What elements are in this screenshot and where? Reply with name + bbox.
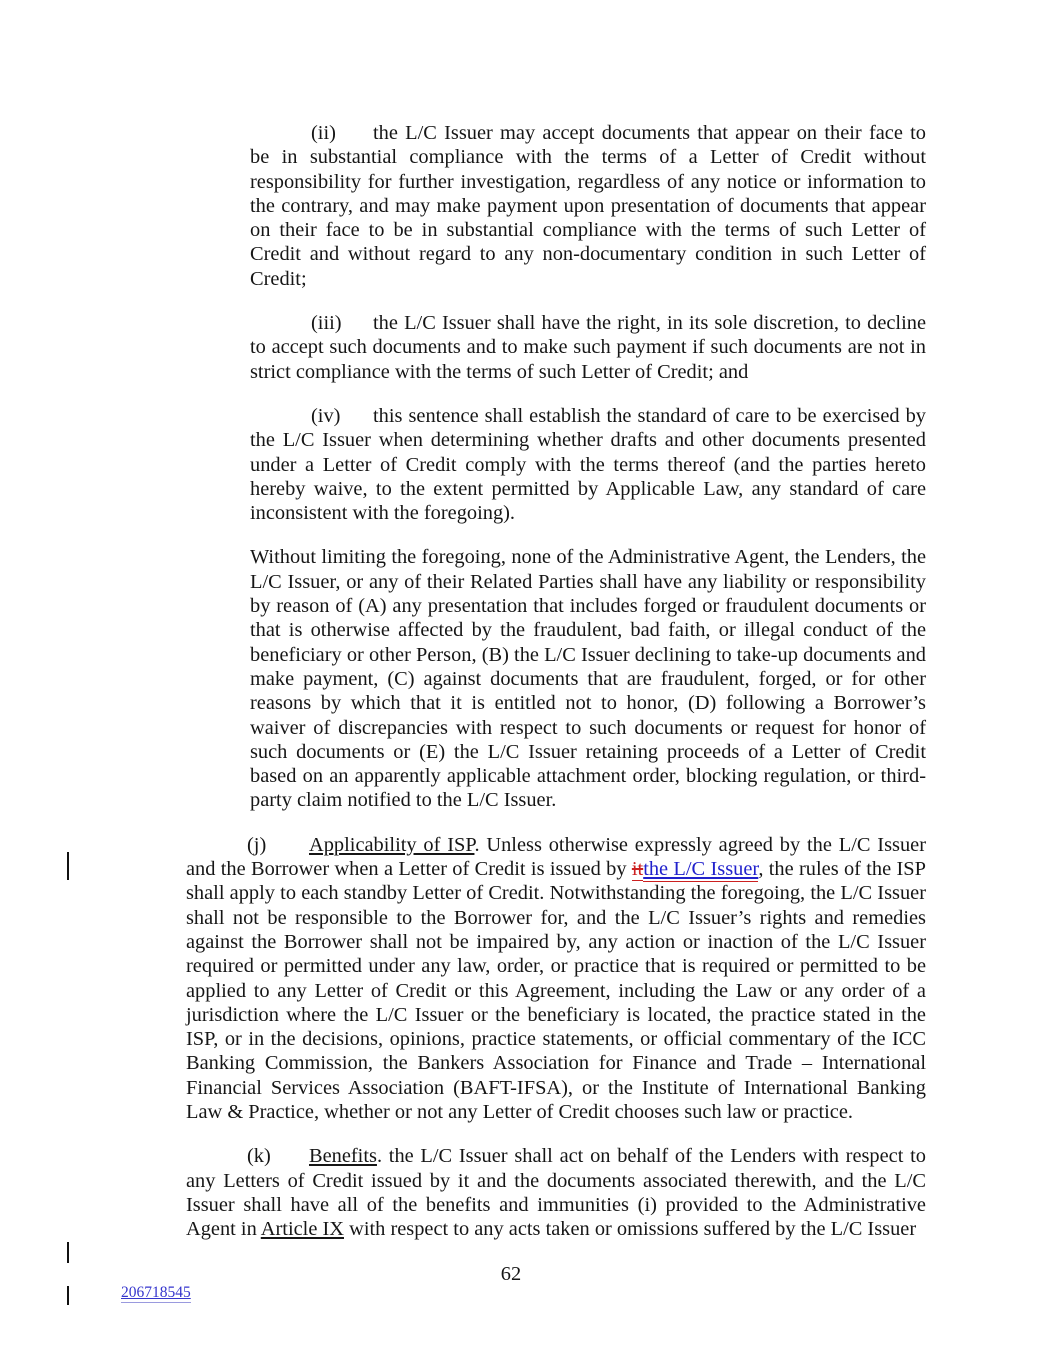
text-run: the L/C Issuer shall have the right, in its sole discretion, to decline to accept such documents and to make such payment if such documents are not in strict compliance with the terms of such Letter of Credit; and [250, 312, 926, 383]
text-run: the L/C Issuer may accept documents that appear on their face to be in substantial compliance with the terms of a Letter of Credit without responsibility for further investigation, regardless of any notice or information to the contrary, and may make payment upon presentation of documents that appear on their face to be in substantial compliance with the terms of such Letter of Credit and without regard to any non-documentary condition in such Letter of Credit; [250, 122, 926, 290]
text-run: . the L/C Issuer shall act on behalf of the Lenders with respect to any Letters of Credit issued by it and the documents associated therewith, and the L/C Issuer shall have all of the benefits and immunities (i) provided to the Administrative Agent in [186, 1145, 926, 1241]
deleted-text: it [631, 858, 644, 881]
page-number: 62 [500, 1263, 522, 1285]
footer-margin-bar-2 [67, 1286, 69, 1305]
paragraph-clause-ii [250, 121, 926, 291]
text-run: with respect to any acts taken or omissions suffered by the L/C Issuer [344, 1218, 917, 1241]
text-run: this sentence shall establish the standard of care to be exercised by the L/C Issuer when determining whether drafts and other documents presented under a Letter of Credit comply with the terms thereof (and the parties hereto hereby waive, to the extent permitted by Applicable Law, any standard of care inconsistent with the foregoing). [250, 404, 926, 525]
paragraph-label: (j) [247, 833, 267, 856]
inserted-text: the L/C Issuer [643, 858, 759, 881]
paragraph-label: (iii) [311, 312, 342, 335]
text-run: , the rules of the ISP shall apply to each standby Letter of Credit. Notwithstanding the foregoing, the L/C Issuer shall not be responsible to the Borrower for, and the L/C Issuer’s rights and remedies against the Borrower shall not be impaired by, any action or inaction of the L/C Issuer required or permitted under any law, order, or practice that is required or permitted to be applied to any Letter of Credit or this Agreement, including the Law or any order of a jurisdiction where the L/C Issuer or the beneficiary is located, the practice stated in the ISP, or in the decisions, opinions, practice statements, or official commentary of the ICC Banking Commission, the Bankers Association for Finance and Trade – International Financial Services Association (BAFT-IFSA), or the Institute of International Banking Law & Practice, whether or not any Letter of Credit chooses such law or practice. [186, 858, 926, 1123]
underlined-text: Applicability of ISP [309, 833, 475, 856]
text-run: . Unless otherwise expressly agreed by the L/C Issuer and the Borrower when a Letter of Credit is issued by [186, 833, 926, 881]
document-body [186, 121, 926, 1261]
paragraph-clause-j-applicability-of-isp [186, 833, 926, 1125]
paragraph-label: (ii) [311, 122, 336, 144]
paragraph-clause-k-benefits [186, 1144, 926, 1241]
doc-id-footer-link: 206718545 [121, 1284, 191, 1301]
text-run: Without limiting the foregoing, none of the Administrative Agent, the Lenders, the L/C Issuer, or any of their Related Parties shall have any liability or responsibility by reason of (A) any presentation that includes forged or fraudulent documents or that is otherwise affected by the fraudulent, bad faith, or illegal conduct of the beneficiary or other Person, (B) the L/C Issuer declining to take-up documents and make payment, (C) against documents that are fraudulent, forged, or for other reasons by which that it is entitled not to honor, (D) following a Borrower’s waiver of discrepancies with respect to such documents or request for honor of such documents or (E) the L/C Issuer retaining proceeds of a Letter of Credit based on an apparently applicable attachment order, blocking regulation, or third-party claim notified to the L/C Issuer. [250, 546, 926, 812]
paragraph-label: (iv) [311, 404, 341, 427]
underlined-text: Benefits [309, 1145, 377, 1168]
paragraph-label: (k) [247, 1145, 271, 1168]
redline-margin-bar [67, 852, 69, 880]
footer-margin-bar-1 [67, 1242, 69, 1263]
paragraph-clause-iii [250, 311, 926, 384]
underlined-text: Article IX [260, 1218, 344, 1241]
paragraph-without-limiting [250, 545, 926, 812]
paragraph-clause-iv [250, 404, 926, 525]
